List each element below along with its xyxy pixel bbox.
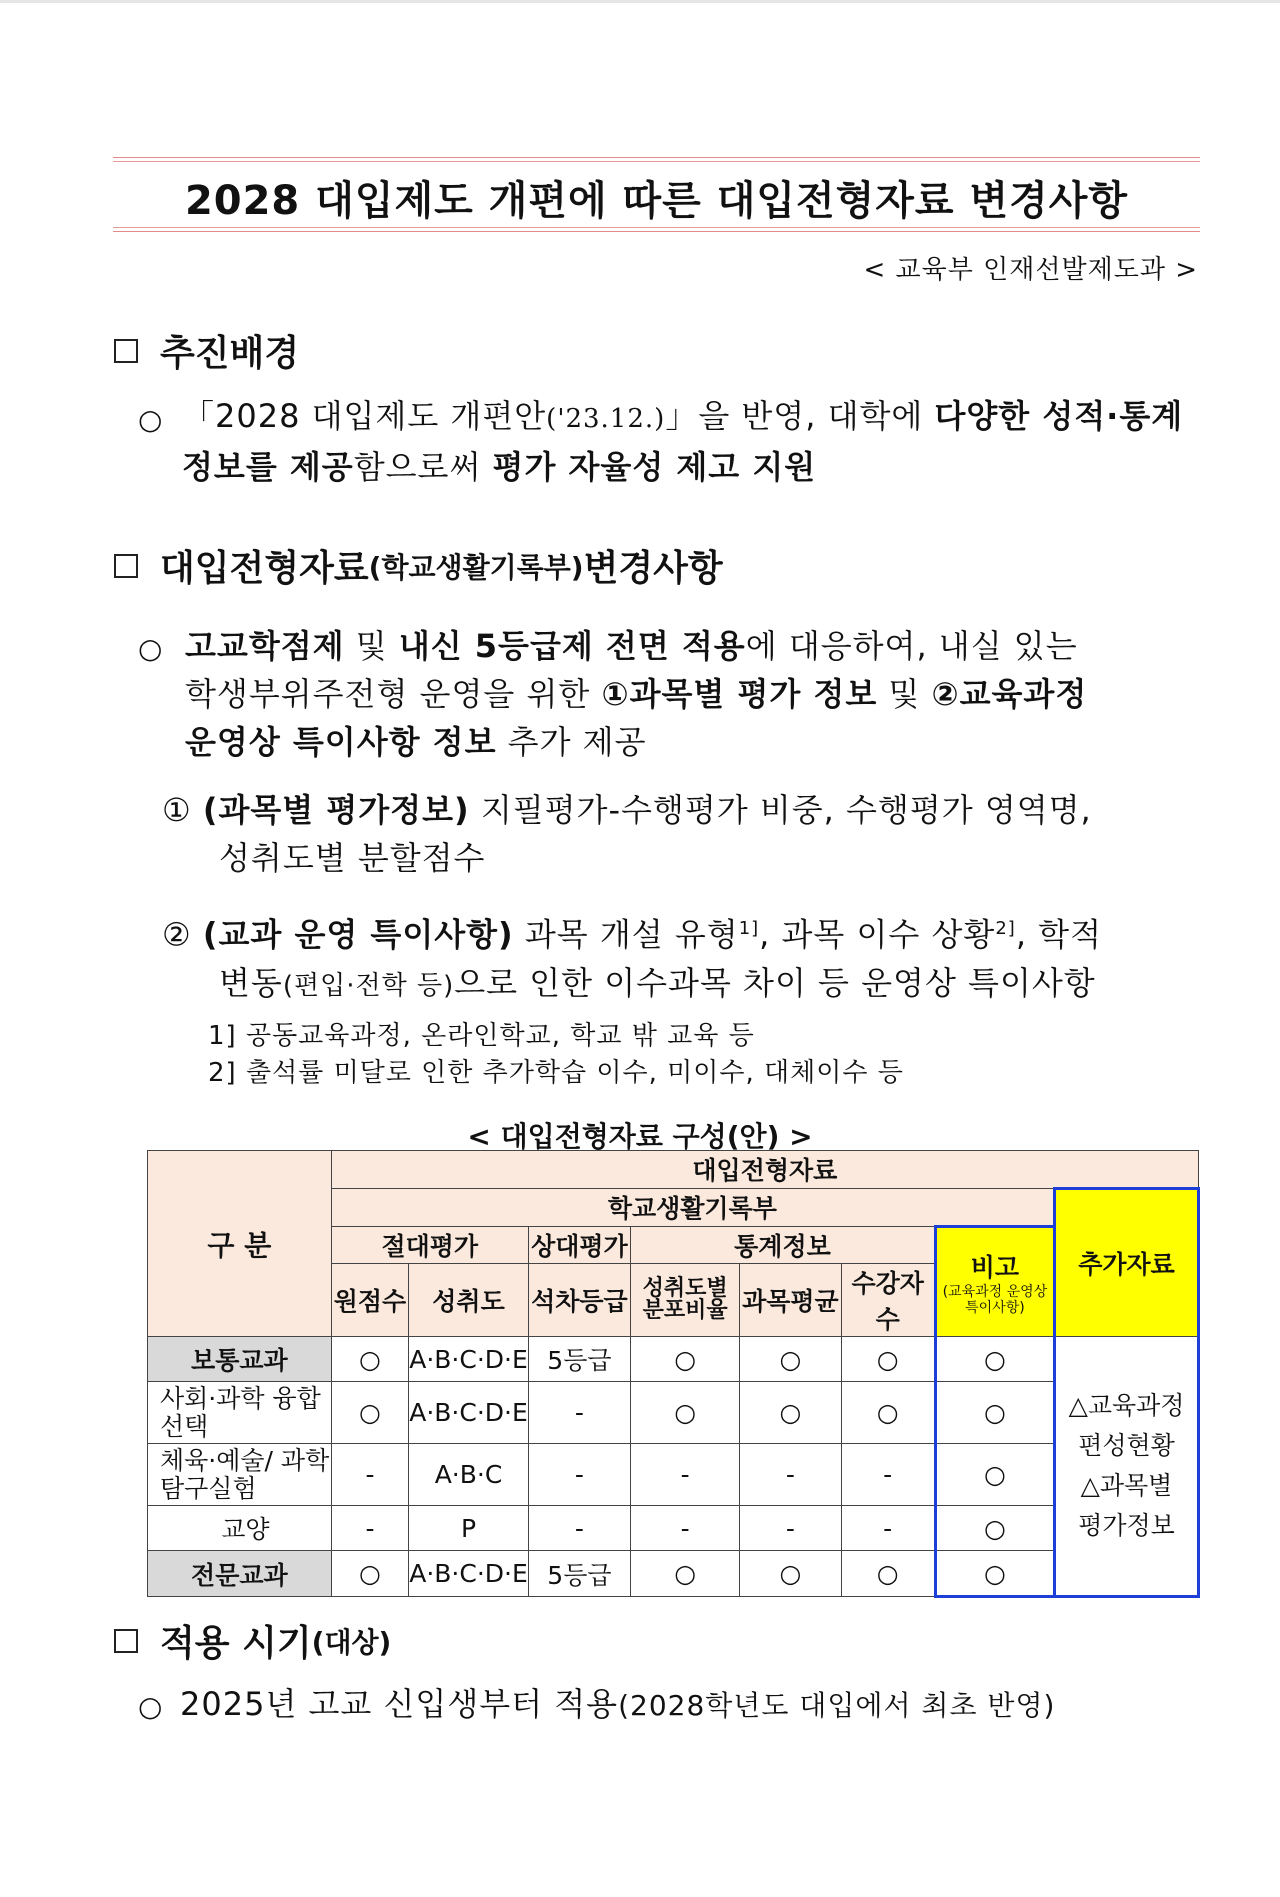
- changes-paragraph: 고교학점제 및 내신 5등급제 전면 적용에 대응하여, 내실 있는 학생부위주전형 운영을 위한 ①과목별 평가 정보 및 ②교육과정 운영상 특이사항 정보 추가 제공: [185, 627, 1088, 761]
- col-distribution: 성취도별 분포비율: [631, 1264, 740, 1337]
- header-absolute: 절대평가: [331, 1227, 528, 1264]
- col-achievement: 성취도: [409, 1264, 529, 1337]
- department-label: < 교육부 인재선발제도과 >: [863, 255, 1198, 285]
- table-row: 체육·예술/ 과학탐구실험 - A·B·C - - - - ○: [148, 1444, 1199, 1506]
- header-note: 비고 (교육과정 운영상 특이사항): [935, 1227, 1054, 1337]
- table-caption: < 대입전형자료 구성(안) >: [467, 1120, 813, 1153]
- table-row: 교양 - P - - - - ○: [148, 1506, 1199, 1551]
- header-relative: 상대평가: [528, 1227, 630, 1264]
- bullet-icon: ○: [138, 403, 163, 436]
- header-extra: 추가자료: [1055, 1189, 1199, 1337]
- header-statistics: 통계정보: [631, 1227, 936, 1264]
- col-enrollment: 수강자수: [841, 1264, 935, 1337]
- background-paragraph: 「2028 대입제도 개편안('23.12.)」을 반영, 대학에 다양한 성적·통계 정보를 제공함으로써 평가 자율성 제고 지원: [182, 397, 1184, 486]
- section-heading-background: 추진배경: [114, 325, 299, 376]
- footnote-2: 2] 출석률 미달로 인한 추가학습 이수, 미이수, 대체이수 등: [208, 1058, 904, 1088]
- admission-data-table: [147, 1150, 1200, 1598]
- col-rank-grade: 석차등급: [528, 1264, 630, 1337]
- section-heading-timing: 적용 시기 (대상): [114, 1615, 391, 1666]
- item-2: ② (교과 운영 특이사항) 과목 개설 유형$^{1]}$, 과목 이수 상황$^{2]}$, 학적 변동(편입·전학 등)으로 인한 이수과목 차이 등 운영상 특이사항: [162, 915, 1102, 1002]
- col-subject-average: 과목평균: [740, 1264, 841, 1337]
- table-row: 보통교과 ○ A·B·C·D·E 5등급 ○ ○ ○ ○ △교육과정 편성현황 △과목별 평가정보: [148, 1337, 1199, 1382]
- page-title: 2028 대입제도 개편에 따른 대입전형자료 변경사항: [184, 178, 1129, 224]
- header-main: 대입전형자료: [331, 1151, 1198, 1189]
- extra-materials-cell: △교육과정 편성현황 △과목별 평가정보: [1055, 1337, 1199, 1597]
- table-row: 전문교과 ○ A·B·C·D·E 5등급 ○ ○ ○ ○: [148, 1551, 1199, 1597]
- header-gubun: 구 분: [148, 1151, 332, 1337]
- checkbox-square-icon: [114, 554, 138, 578]
- timing-paragraph: 2025년 고교 신입생부터 적용(2028학년도 대입에서 최초 반영): [180, 1685, 1056, 1723]
- footnote-1: 1] 공동교육과정, 온라인학교, 학교 밖 교육 등: [208, 1021, 755, 1051]
- checkbox-square-icon: [114, 1629, 138, 1653]
- title-block: [113, 157, 1200, 233]
- checkbox-square-icon: [114, 339, 138, 363]
- header-school-record: 학교생활기록부: [331, 1189, 1054, 1227]
- table-row: 사회·과학 융합선택 ○ A·B·C·D·E - ○ ○ ○ ○: [148, 1382, 1199, 1444]
- col-raw-score: 원점수: [331, 1264, 409, 1337]
- top-divider: [0, 0, 1280, 3]
- bullet-icon: ○: [138, 632, 163, 665]
- section-heading-changes: 대입전형자료 (학교생활기록부) 변경사항: [114, 540, 723, 591]
- bullet-icon: ○: [138, 1690, 163, 1723]
- item-1: ① (과목별 평가정보) 지필평가-수행평가 비중, 수행평가 영역명, 성취도별 분할점수: [162, 791, 1092, 877]
